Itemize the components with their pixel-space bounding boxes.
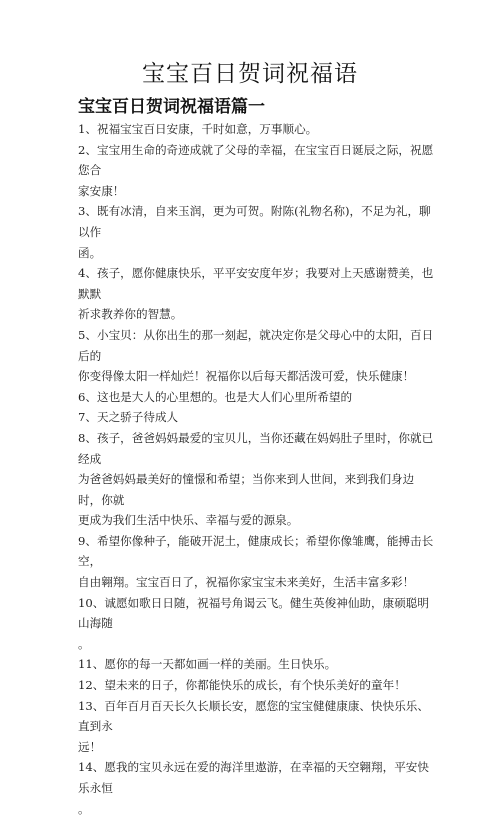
list-item: 11、愿你的每一天都如画一样的美丽。生日快乐。 — [78, 657, 337, 672]
list-item: 3、既有冰清，自来玉润，更为可贺。附陈(礼物名称)，不足为礼，聊以作 函。 — [78, 204, 431, 260]
list-item: 8、孩子，爸爸妈妈最爱的宝贝儿，当你还藏在妈妈肚子里时，你就已经成 为爸爸妈妈最美好的憧憬和希望；当你来到人世间，来到我们身边时，你就 更成为我们生活中快乐、幸福与爱的源泉。 — [78, 430, 434, 528]
list-item: 4、孩子，愿你健康快乐，平平安安度年岁；我要对上天感谢赞美，也默默 祈求教养你的智慧。 — [78, 266, 434, 322]
blessing-list — [78, 119, 434, 819]
list-item: 12、望未来的日子，你都能快乐的成长，有个快乐美好的童年！ — [78, 678, 406, 693]
list-item: 7、天之骄子待成人 — [78, 410, 179, 425]
list-item: 14、愿我的宝贝永远在爱的海洋里遨游，在幸福的天空翱翔，平安快乐永恒 。 — [78, 760, 429, 816]
page-title: 宝宝百日贺词祝福语 — [142, 61, 358, 87]
list-item: 2、宝宝用生命的奇迹成就了父母的幸福，在宝宝百日诞辰之际，祝愿您合 家安康！ — [78, 142, 434, 198]
list-item: 13、百年百月百天长久长顺长安，愿您的宝宝健健康康、快快乐乐、直到永 远！ — [78, 698, 429, 754]
list-item: 5、小宝贝：从你出生的那一刻起，就决定你是父母心中的太阳，百日后的 你变得像太阳一样灿烂！祝福你以后每天都活泼可爱，快乐健康！ — [78, 327, 434, 384]
section-heading: 宝宝百日贺词祝福语篇一 — [78, 97, 265, 117]
list-item: 10、诚愿如歌日日随，祝福号角谒云飞。健生英俊神仙助，康硕聪明山海随 。 — [78, 595, 429, 651]
list-item: 9、希望你像种子，能破开泥土，健康成长；希望你像雏鹰，能搏击长空， 自由翱翔。宝宝百日了，祝福你家宝宝未来美好，生活丰富多彩！ — [78, 533, 434, 590]
list-item: 6、这也是大人的心里想的。也是大人们心里所希望的 — [78, 389, 353, 404]
list-item: 1、祝福宝宝百日安康，千时如意，万事顺心。 — [78, 122, 318, 136]
